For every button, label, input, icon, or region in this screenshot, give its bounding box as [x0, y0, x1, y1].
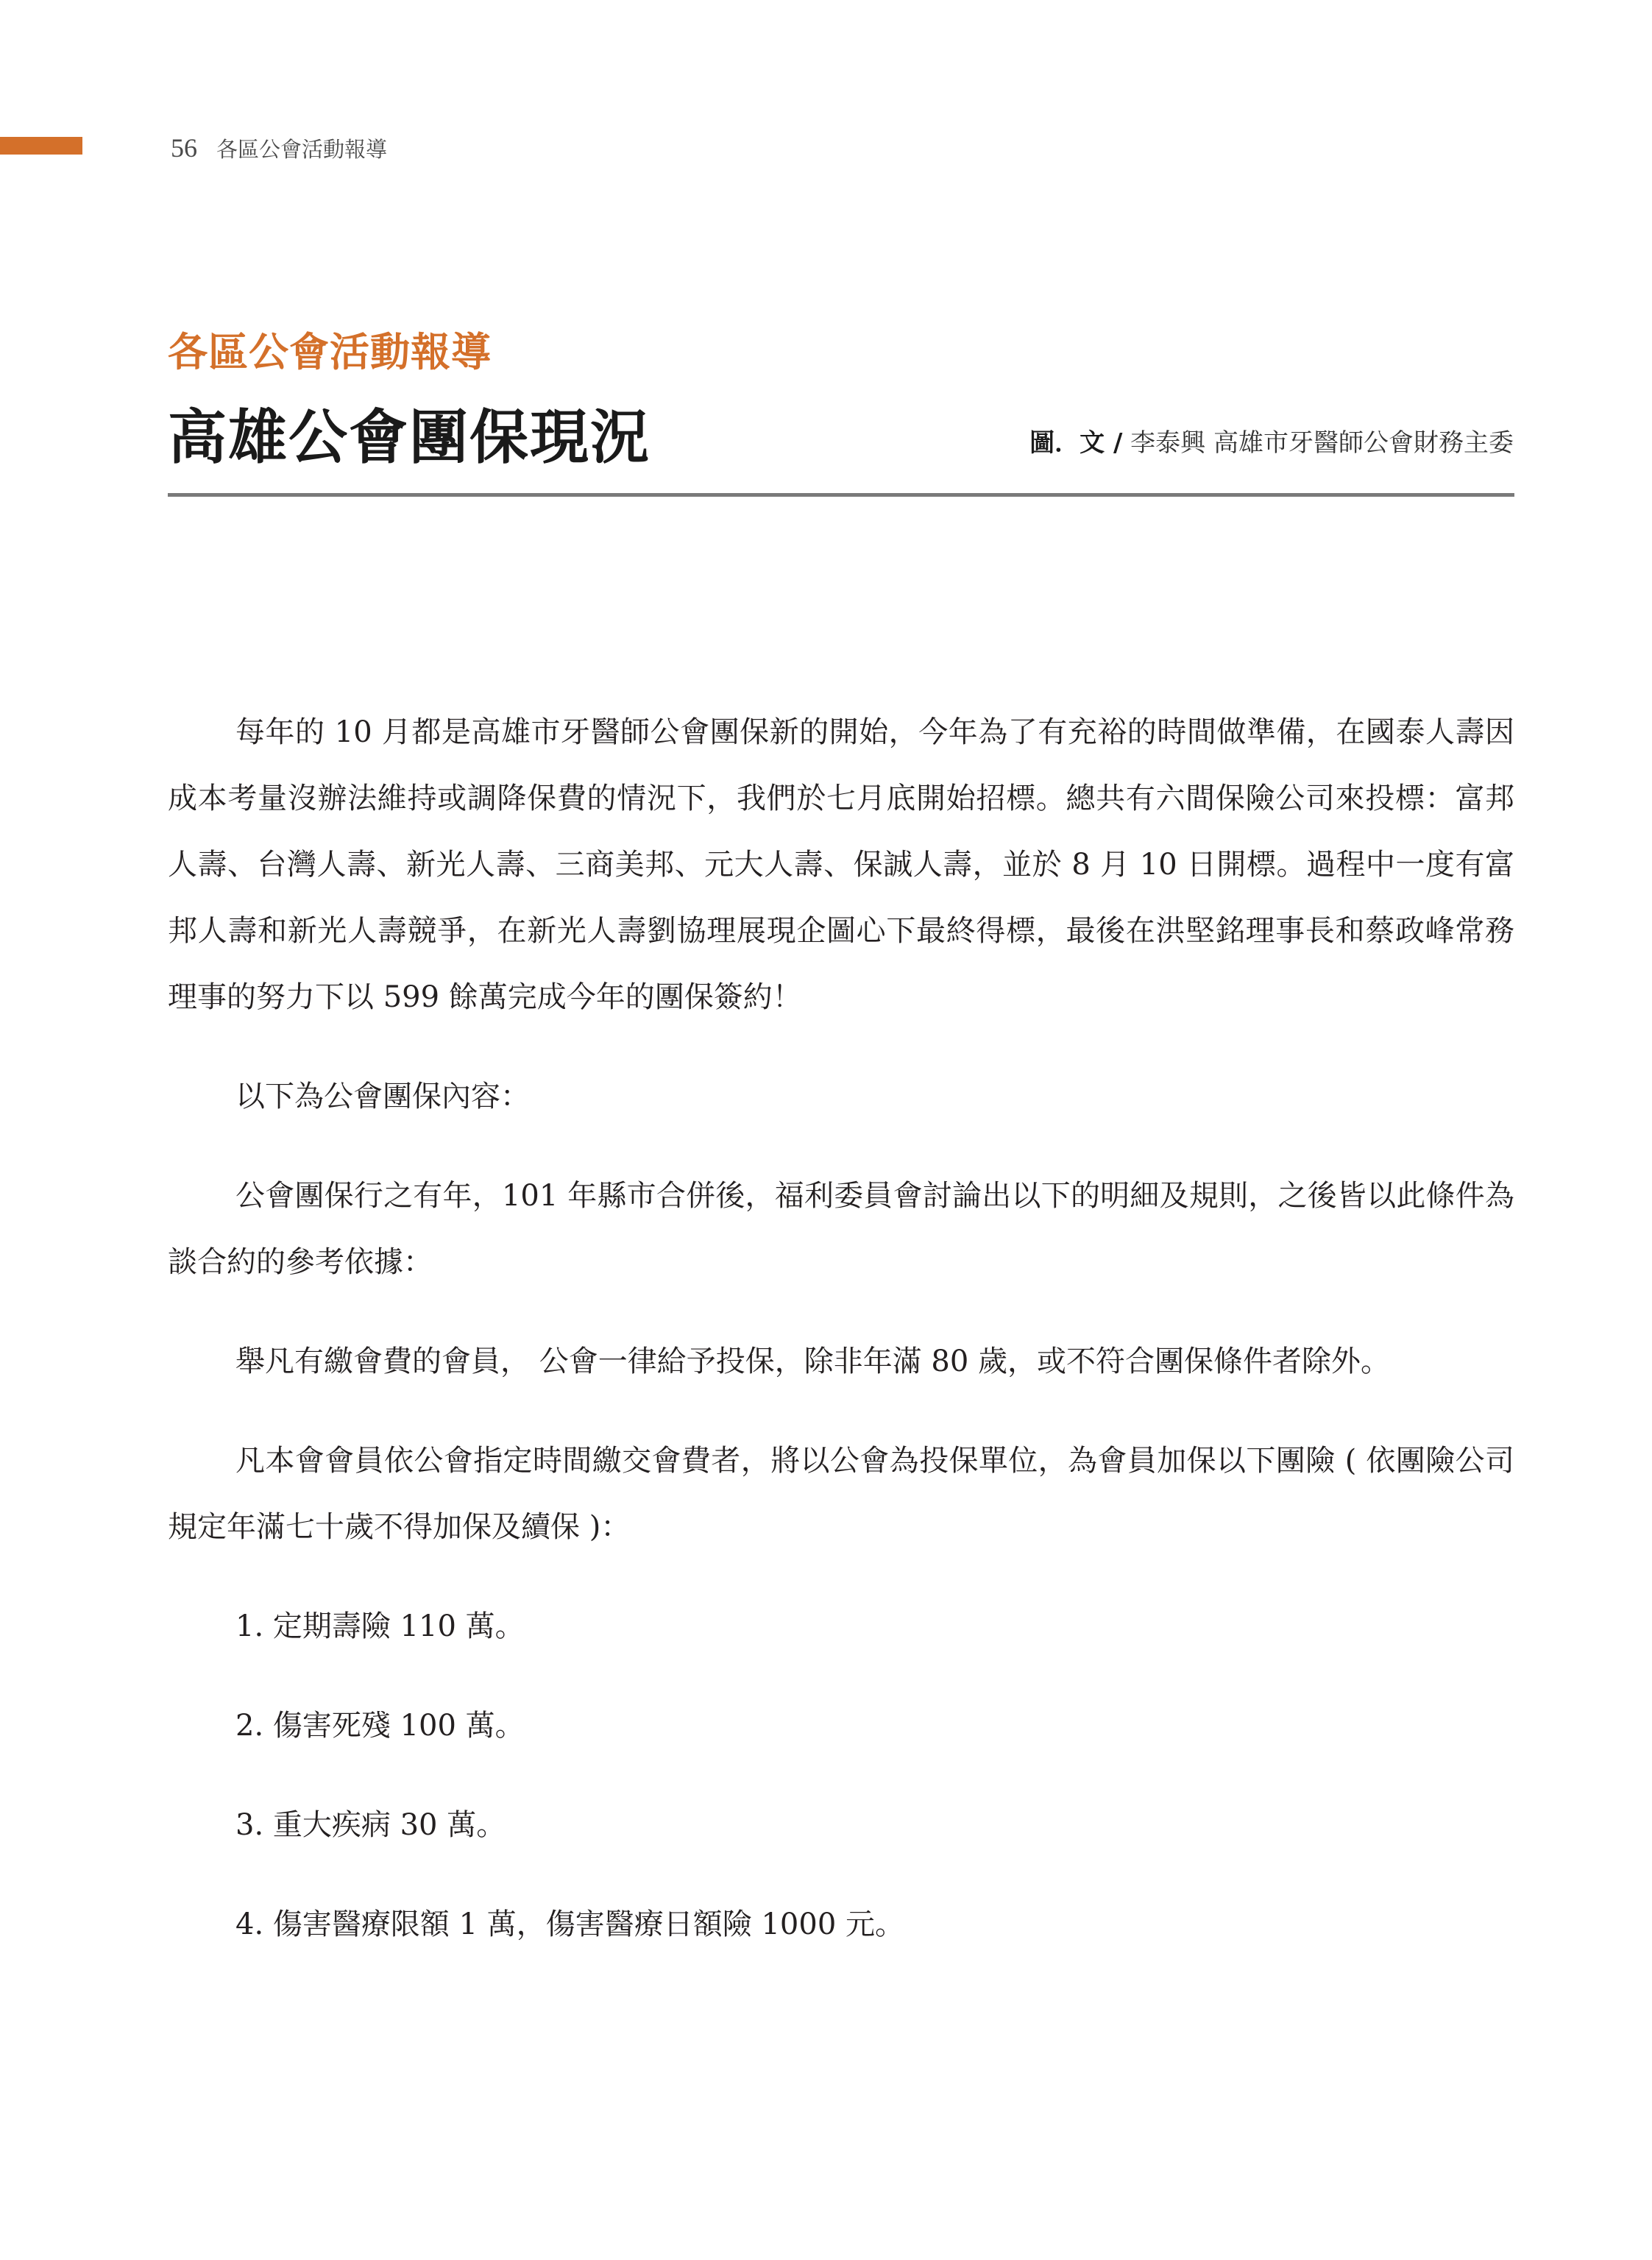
- page-number: 56: [171, 133, 197, 163]
- paragraph: 每年的 10 月都是高雄市牙醫師公會團保新的開始，今年為了有充裕的時間做準備，在國泰人壽因成本考量沒辦法維持或調降保費的情況下，我們於七月底開始招標。總共有六間保險公司來投標：富邦人壽、台灣人壽、新光人壽、三商美邦、元大人壽、保誠人壽，並於 8 月 10 日開標。過程中一度有富邦人壽和新光人壽競爭，在新光人壽劉協理展現企圖心下最終得標，最後在洪堅銘理事長和蔡政峰常務理事的努力下以 599 餘萬完成今年的團保簽約！: [168, 715, 1514, 1014]
- list-item: 2. 傷害死殘 100 萬。: [235, 1709, 525, 1743]
- byline-credit: 圖．文 /: [1029, 428, 1123, 458]
- byline: [1029, 422, 1514, 458]
- list-item: 3. 重大疾病 30 萬。: [235, 1808, 506, 1842]
- article-body: [168, 699, 1514, 1991]
- paragraph: 舉凡有繳會費的會員， 公會一律給予投保，除非年滿 80 歲，或不符合團保條件者除外。: [235, 1345, 1391, 1378]
- article-kicker: 各區公會活動報導: [168, 329, 492, 375]
- list-item: 4. 傷害醫療限額 1 萬，傷害醫療日額險 1000 元。: [235, 1907, 904, 1941]
- paragraph: 公會團保行之有年，101 年縣市合併後，福利委員會討論出以下的明細及規則，之後皆以此條件為談合約的參考依據：: [168, 1179, 1514, 1279]
- byline-author: 李泰興 高雄市牙醫師公會財務主委: [1122, 428, 1514, 458]
- running-header: [171, 132, 387, 163]
- accent-bar: [0, 137, 82, 155]
- list-item: 1. 定期壽險 110 萬。: [235, 1609, 525, 1643]
- title-divider: [168, 493, 1514, 497]
- paragraph: 凡本會會員依公會指定時間繳交會費者，將以公會為投保單位，為會員加保以下團險 ( 依團險公司規定年滿七十歲不得加保及續保 )：: [168, 1444, 1514, 1544]
- paragraph: 以下為公會團保內容：: [235, 1080, 530, 1113]
- section-name: 各區公會活動報導: [216, 137, 388, 162]
- article-title: 高雄公會團保現況: [168, 403, 650, 472]
